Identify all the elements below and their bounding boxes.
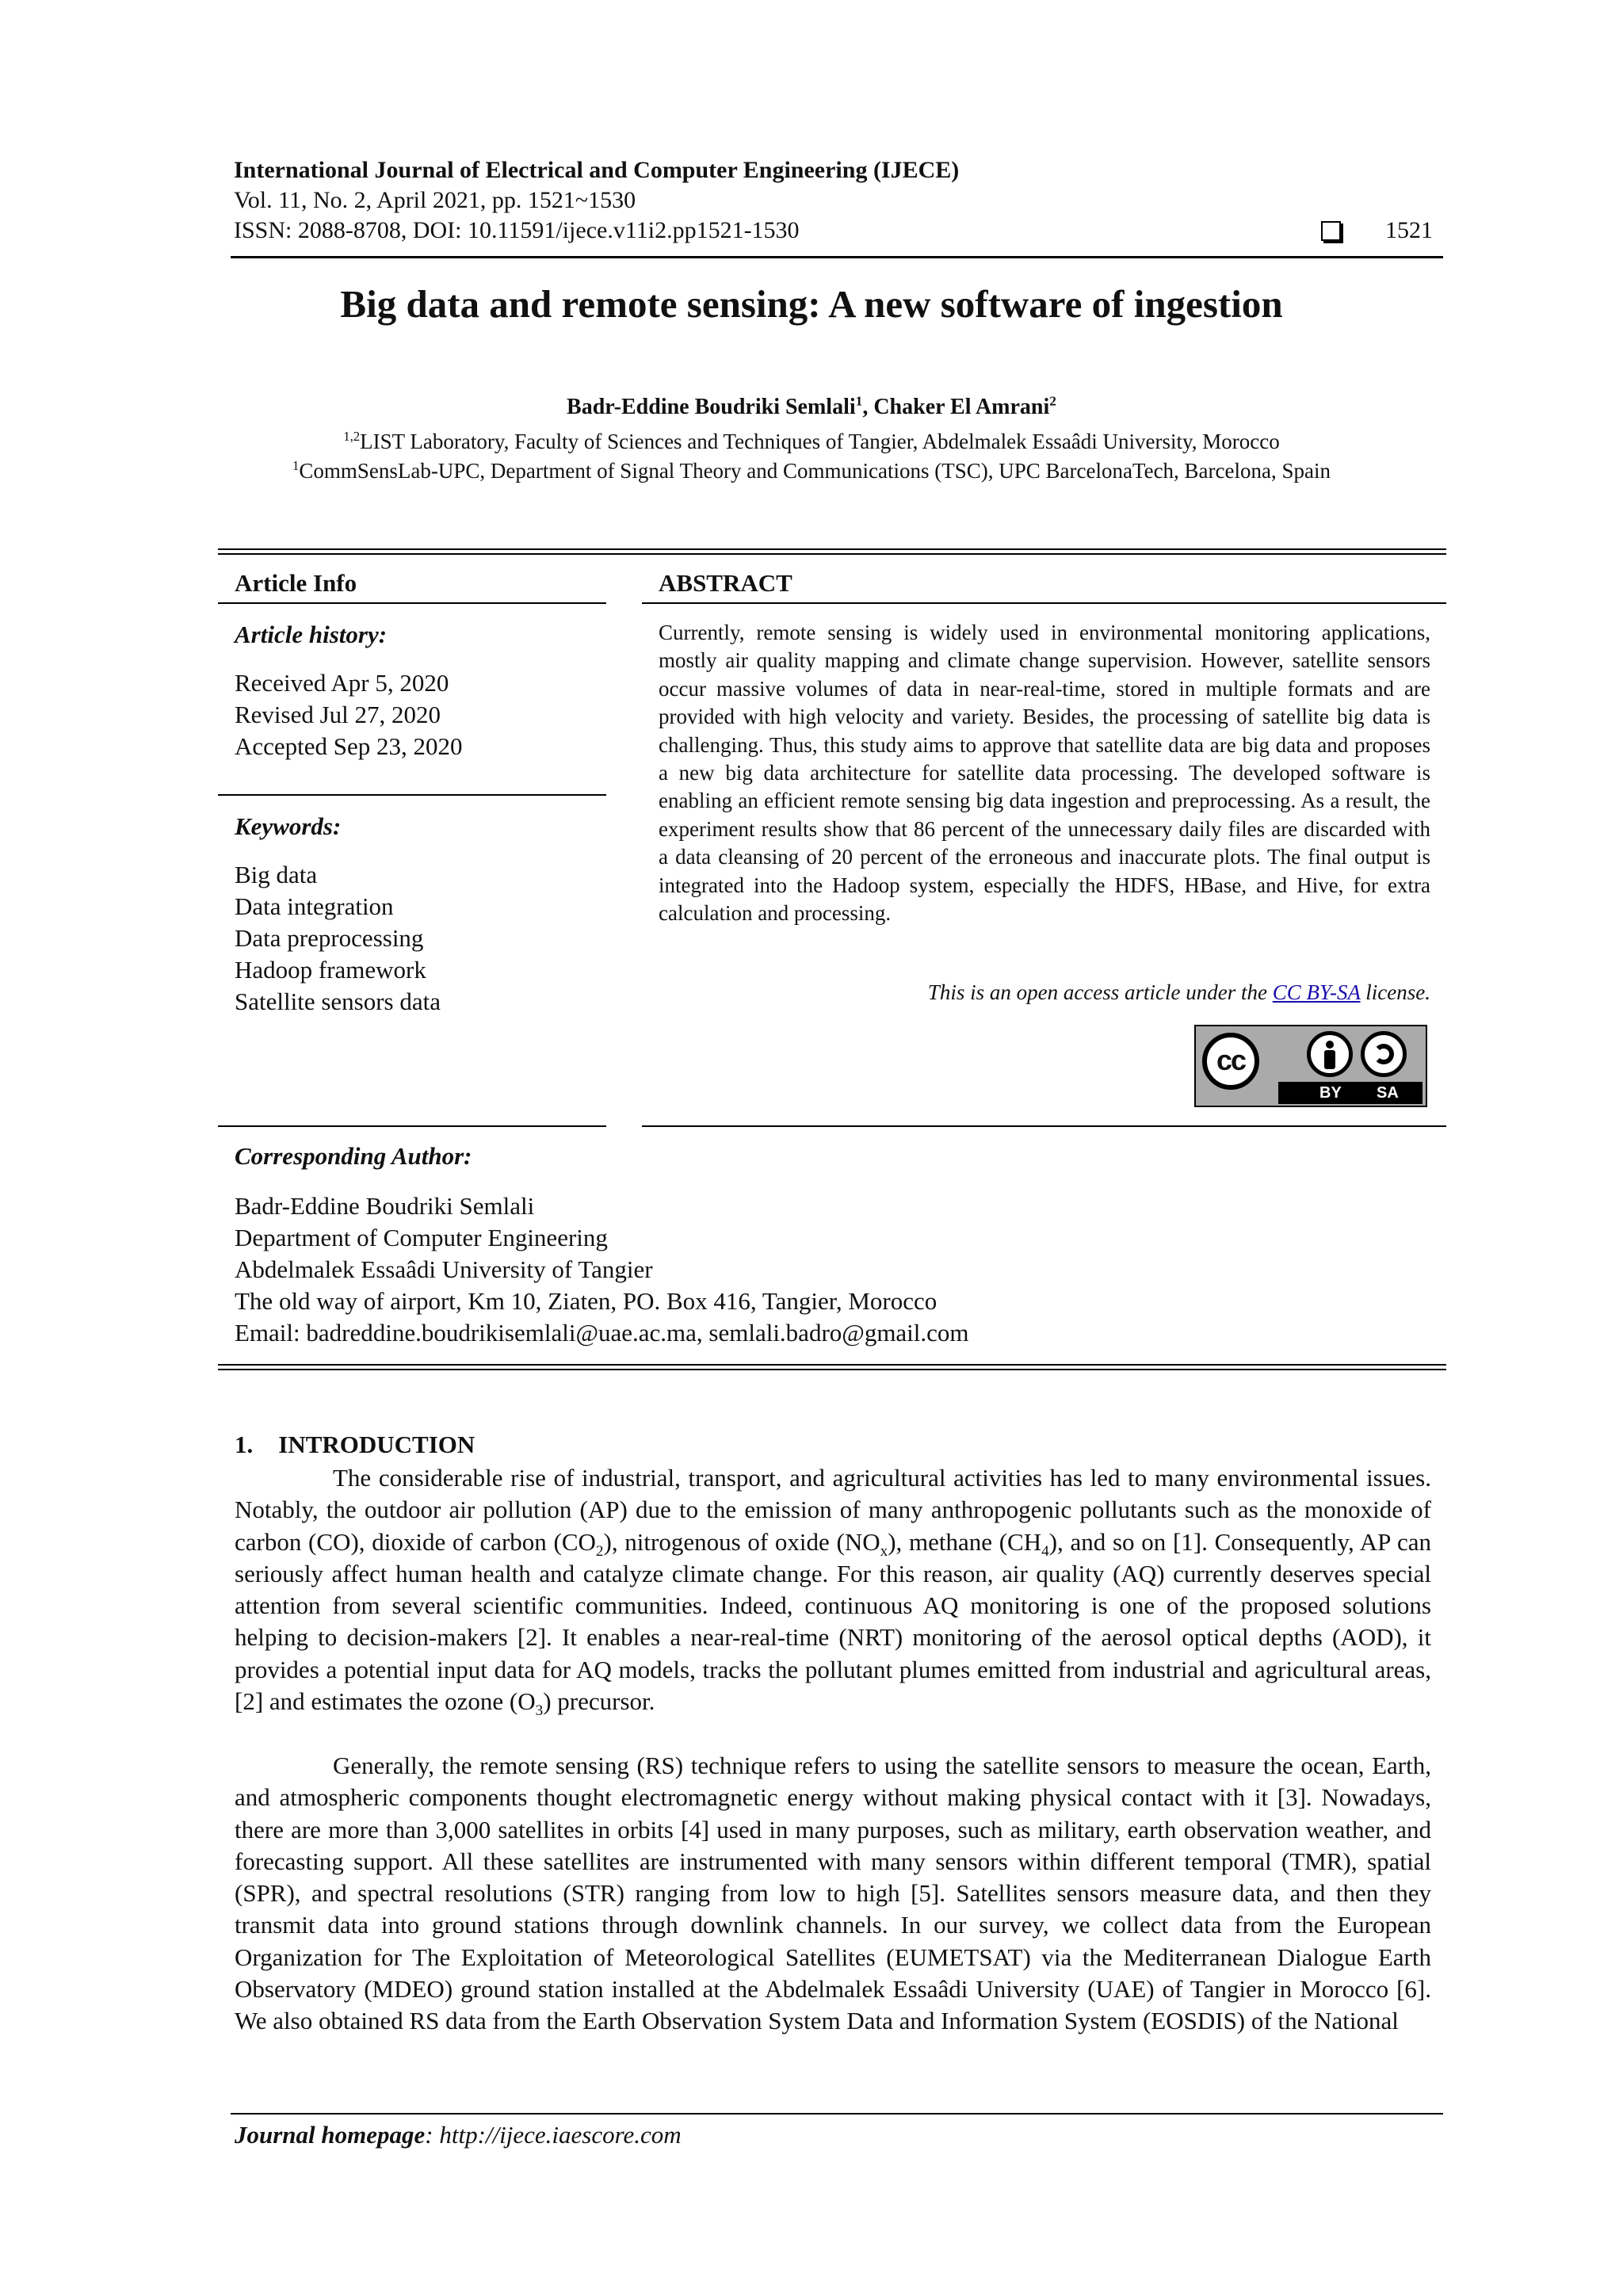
- box-bottom-rule: [218, 1369, 1446, 1370]
- paper-title: Big data and remote sensing: A new software of ingestion: [340, 282, 1283, 326]
- text-run: ), methane (CH: [888, 1527, 1042, 1556]
- cc-by-sa-badge[interactable]: [1194, 1025, 1427, 1107]
- affil-mark: 1,2: [343, 429, 361, 444]
- page-box-icon: [1321, 221, 1341, 241]
- section-title: INTRODUCTION: [278, 1431, 475, 1458]
- received-date: Received Apr 5, 2020: [235, 669, 449, 697]
- author-name: Chaker El Amrani: [873, 395, 1050, 419]
- affil-text: CommSensLab-UPC, Department of Signal Theory and Communications (TSC), UPC BarcelonaTech, Barcelona, Spain: [299, 459, 1331, 483]
- text-run: ), and so on [1]. Consequently, AP can seriously affect human health and catalyze climate change. For this reason, air quality (AQ) currently deserves special attention from several scientific communities. Indeed, continuous AQ monitoring is one of the proposed solutions helping to decision-makers [2]. It enables a near-real-time (NRT) monitoring of the aerosol optical depths (AOD), it provides a potential input data for AQ models, tracks the pollutant plumes emitted from industrial and agricultural areas, [2] and estimates the ozone (O: [235, 1527, 1431, 1716]
- corresponding-university: Abdelmalek Essaâdi University of Tangier: [235, 1255, 653, 1283]
- abstract-heading: ABSTRACT: [659, 569, 792, 597]
- keyword: Hadoop framework: [235, 956, 426, 984]
- cc-icon: cc: [1202, 1033, 1259, 1090]
- footer-rule: [231, 2113, 1443, 2115]
- attribution-icon: [1307, 1031, 1353, 1077]
- abstract-text: Currently, remote sensing is widely used in environmental monitoring applications, mostly air quality mapping and climate change supervision. However, satellite sensors occur massive volumes of data in near-real-time, stored in multiple formats and are provided with high velocity and variety. Besides, the processing of satellite big data is challenging. Thus, this study aims to approve that satellite data are big data and proposes a new big data architecture for satellite data processing. The developed software is enabling an efficient remote sensing big data ingestion and preprocessing. As a result, the experiment results show that 86 percent of the unnecessary daily files are discarded with a data cleansing of 20 percent of the erroneous and inaccurate plots. The final output is integrated into the Hadoop system, especially the HDFS, HBase, and Hive, for extra calculation and processing.: [659, 621, 1430, 926]
- section-heading: [235, 1431, 475, 1459]
- affiliation: [0, 427, 1623, 456]
- issn-doi: ISSN: 2088-8708, DOI: 10.11591/ijece.v11i2.pp1521-1530: [234, 217, 800, 243]
- page-number: 1521: [1385, 217, 1433, 243]
- revised-date: Revised Jul 27, 2020: [235, 701, 441, 728]
- text-run: ), nitrogenous of oxide (NO: [603, 1527, 880, 1556]
- license-prefix: This is an open access article under the: [927, 980, 1273, 1004]
- section-number: 1.: [235, 1431, 254, 1458]
- keyword: Data preprocessing: [235, 924, 424, 952]
- share-alike-arc: [1373, 1044, 1394, 1064]
- author-list: [0, 395, 1623, 420]
- volume-info: Vol. 11, No. 2, April 2021, pp. 1521~1530: [234, 187, 636, 213]
- cc-label-strip: [1278, 1082, 1423, 1104]
- keyword: Satellite sensors data: [235, 988, 441, 1015]
- author-affil-mark: 2: [1049, 393, 1056, 409]
- license-note: [659, 980, 1430, 1005]
- text-run: ) precursor.: [543, 1687, 655, 1716]
- affiliation: [0, 457, 1623, 485]
- homepage-label: Journal homepage: [235, 2121, 426, 2149]
- column-rule: [642, 602, 1446, 604]
- article-info-heading: Article Info: [235, 569, 357, 597]
- by-label: BY: [1319, 1084, 1342, 1102]
- affil-mark: 1: [292, 458, 300, 473]
- keyword: Data integration: [235, 892, 394, 920]
- text-run: The considerable rise of industrial, transport, and agricultural activities has led to many environmental issues. Notably, the outdoor air pollution (AP) due to the emission of many anthropogenic pollutants such as the monoxide of carbon (CO), dioxide of carbon (CO: [235, 1464, 1431, 1556]
- subscript: 4: [1041, 1542, 1049, 1560]
- keywords-heading: Keywords:: [235, 812, 342, 840]
- box-top-rule: [218, 548, 1446, 550]
- subscript: 3: [535, 1702, 544, 1720]
- license-suffix: license.: [1360, 980, 1430, 1004]
- affil-text: LIST Laboratory, Faculty of Sciences and Techniques of Tangier, Abdelmalek Essaâdi University, Morocco: [360, 430, 1280, 453]
- intro-paragraph-1: [235, 1462, 1431, 1720]
- intro-paragraph-2: Generally, the remote sensing (RS) technique refers to using the satellite sensors to measure the ocean, Earth, and atmospheric components thought electromagnetic energy without making physical contact with it [3]. Nowadays, there are more than 3,000 satellites in orbits [4] used in many purposes, such as military, earth observation weather, and forecasting support. All these satellites are instrumented with many sensors within different temporal (TMR), spatial (SPR), and spectral resolutions (STR) ranging from low to high [5]. Satellites sensors measure data, and then they transmit data into ground stations through downlink channels. In our survey, we collect data from the European Organization for The Exploitation of Meteorological Satellites (EUMETSAT) via the Mediterranean Dialogue Earth Observatory (MDEO) ground station installed at the Abdelmalek Essaâdi University (UAE) of Tangier in Morocco [6]. We also obtained RS data from the Earth Observation System Data and Information System (EOSDIS) of the National: [235, 1752, 1431, 2035]
- box-bottom-rule: [218, 1364, 1446, 1366]
- author-separator: ,: [862, 395, 874, 419]
- sa-label: SA: [1377, 1084, 1399, 1102]
- column-rule: [218, 794, 606, 796]
- corresponding-department: Department of Computer Engineering: [235, 1224, 608, 1251]
- header-rule: [231, 256, 1443, 258]
- author-name: Badr-Eddine Boudriki Semlali: [567, 395, 856, 419]
- attribution-icon-body: [1324, 1050, 1335, 1069]
- column-rule: [218, 602, 606, 604]
- accepted-date: Accepted Sep 23, 2020: [235, 732, 463, 760]
- article-history-heading: Article history:: [235, 621, 388, 648]
- corresponding-address: The old way of airport, Km 10, Ziaten, PO. Box 416, Tangier, Morocco: [235, 1287, 938, 1315]
- keyword: Big data: [235, 861, 318, 888]
- homepage-url[interactable]: : http://ijece.iaescore.com: [425, 2121, 682, 2149]
- author-affil-mark: 1: [855, 393, 863, 409]
- subscript: 2: [595, 1542, 604, 1560]
- column-rule: [642, 1125, 1446, 1127]
- journal-name: International Journal of Electrical and Computer Engineering (IJECE): [234, 157, 960, 183]
- journal-homepage: [235, 2121, 682, 2149]
- subscript: x: [880, 1542, 888, 1560]
- attribution-icon-head: [1326, 1041, 1334, 1049]
- corresponding-name: Badr-Eddine Boudriki Semlali: [235, 1192, 535, 1220]
- column-rule: [218, 1125, 606, 1127]
- corresponding-email: Email: badreddine.boudrikisemlali@uae.ac.ma, semlali.badro@gmail.com: [235, 1319, 969, 1347]
- license-link[interactable]: CC BY-SA: [1272, 980, 1361, 1004]
- share-alike-icon: [1361, 1031, 1407, 1077]
- box-top-rule: [218, 553, 1446, 555]
- corresponding-heading: Corresponding Author:: [235, 1142, 472, 1170]
